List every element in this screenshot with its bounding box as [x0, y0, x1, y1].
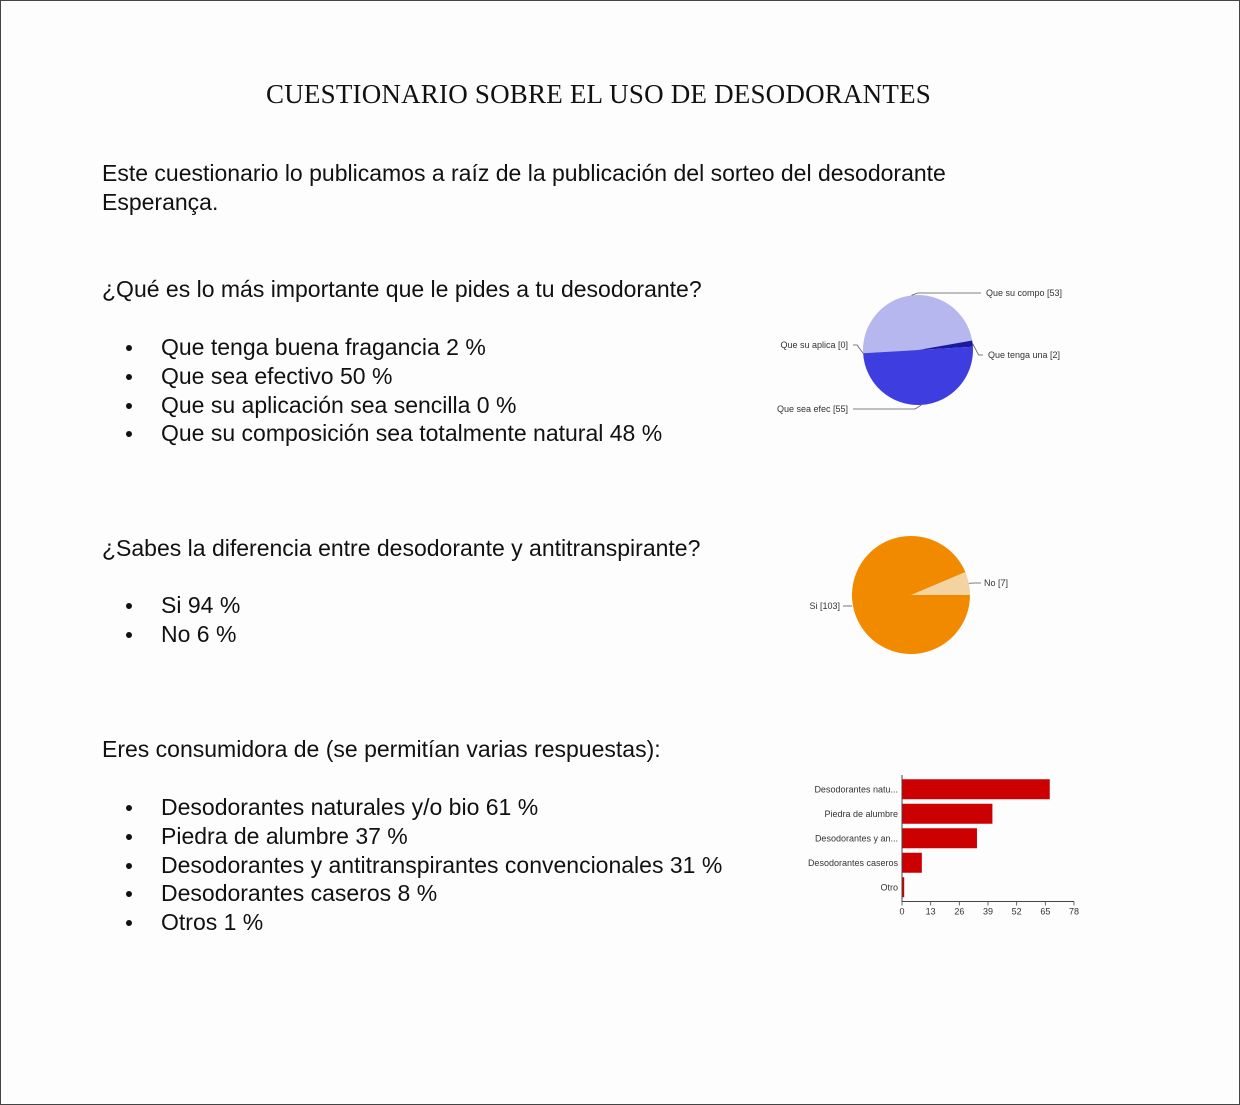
bar [902, 804, 992, 824]
bar [902, 853, 922, 873]
x-tick-label: 13 [925, 906, 936, 917]
pie-label: No [7] [984, 578, 1009, 588]
question-3: Eres consumidora de (se permitían varias respuestas): [102, 736, 661, 762]
question-3-options [102, 793, 722, 937]
list-item [102, 822, 722, 851]
bar-category-label: Piedra de alumbre [824, 808, 898, 819]
pie-label-line [912, 293, 981, 295]
option-label: Desodorantes caseros 8 % [161, 880, 438, 907]
pie-slice [852, 536, 970, 654]
x-tick-label: 0 [899, 906, 905, 917]
question-1-options [102, 333, 662, 448]
bullet-icon [126, 920, 132, 926]
list-item [102, 333, 662, 362]
option-label: Piedra de alumbre 37 % [161, 822, 408, 849]
bar-category-label: Desodorantes natu... [814, 784, 898, 795]
x-tick-label: 52 [1011, 906, 1022, 917]
x-tick-label: 39 [982, 906, 994, 917]
bullet-icon [126, 834, 132, 840]
x-tick-label: 78 [1068, 906, 1080, 917]
question-1: ¿Qué es lo más importante que le pides a tu desodorante? [102, 276, 702, 302]
list-item [102, 851, 722, 880]
bullet-icon [126, 431, 132, 437]
pie-label: Que sea efec [55] [776, 404, 848, 414]
list-item [102, 908, 722, 937]
list-item [102, 362, 662, 391]
list-item [102, 879, 722, 908]
bar [902, 779, 1050, 799]
option-label: Que su composición sea totalmente natural 48 % [161, 420, 663, 447]
list-item [102, 620, 240, 649]
bullet-icon [126, 891, 132, 897]
option-label: No 6 % [161, 620, 237, 647]
bullet-icon [126, 603, 132, 609]
pie-label-line [853, 405, 921, 409]
question-2-options [102, 591, 240, 649]
bullet-icon [126, 374, 132, 380]
document-title: CUESTIONARIO SOBRE EL USO DE DESODORANTES [266, 79, 931, 109]
pie-label: Que su compo [53] [986, 288, 1063, 298]
pie-label: Si [103] [809, 601, 840, 611]
bar-category-label: Desodorantes y an... [814, 833, 898, 844]
x-tick-label: 26 [954, 906, 965, 917]
option-label: Desodorantes naturales y/o bio 61 % [161, 794, 539, 820]
bullet-icon [126, 805, 132, 811]
bar-category-label: Desodorantes caseros [807, 857, 898, 868]
bullet-icon [126, 345, 132, 351]
option-label: Que sea efectivo 50 % [161, 362, 393, 389]
list-item [102, 419, 662, 448]
bar [902, 828, 977, 848]
bar-chart-consumption [791, 771, 1091, 921]
bullet-icon [126, 632, 132, 638]
bullet-icon [126, 863, 132, 869]
option-label: Que su aplicación sea sencilla 0 % [161, 391, 517, 418]
option-label: Que tenga buena fragancia 2 % [161, 334, 486, 360]
pie-label-line [973, 344, 983, 355]
list-item [102, 591, 240, 620]
pie-chart-difference [791, 526, 1031, 666]
list-item [102, 391, 662, 420]
option-label: Otros 1 % [161, 909, 264, 936]
pie-label-line [853, 345, 863, 353]
x-tick-label: 65 [1040, 906, 1051, 917]
bar-category-label: Otro [880, 882, 898, 893]
question-2: ¿Sabes la diferencia entre desodorante y antitranspirante? [102, 535, 701, 561]
bullet-icon [126, 403, 132, 409]
option-label: Desodorantes y antitranspirantes convencionales 31 % [161, 851, 723, 878]
pie-label: Que tenga una [2] [988, 350, 1061, 360]
list-item [102, 793, 722, 822]
intro-paragraph: Este cuestionario lo publicamos a raíz de la publicación del sorteo del desodorante Esperança. [102, 160, 946, 215]
option-label: Si 94 % [161, 592, 241, 618]
pie-slice [863, 347, 973, 405]
pie-label: Que su aplica [0] [780, 340, 848, 350]
pie-chart-importance [761, 281, 1081, 421]
